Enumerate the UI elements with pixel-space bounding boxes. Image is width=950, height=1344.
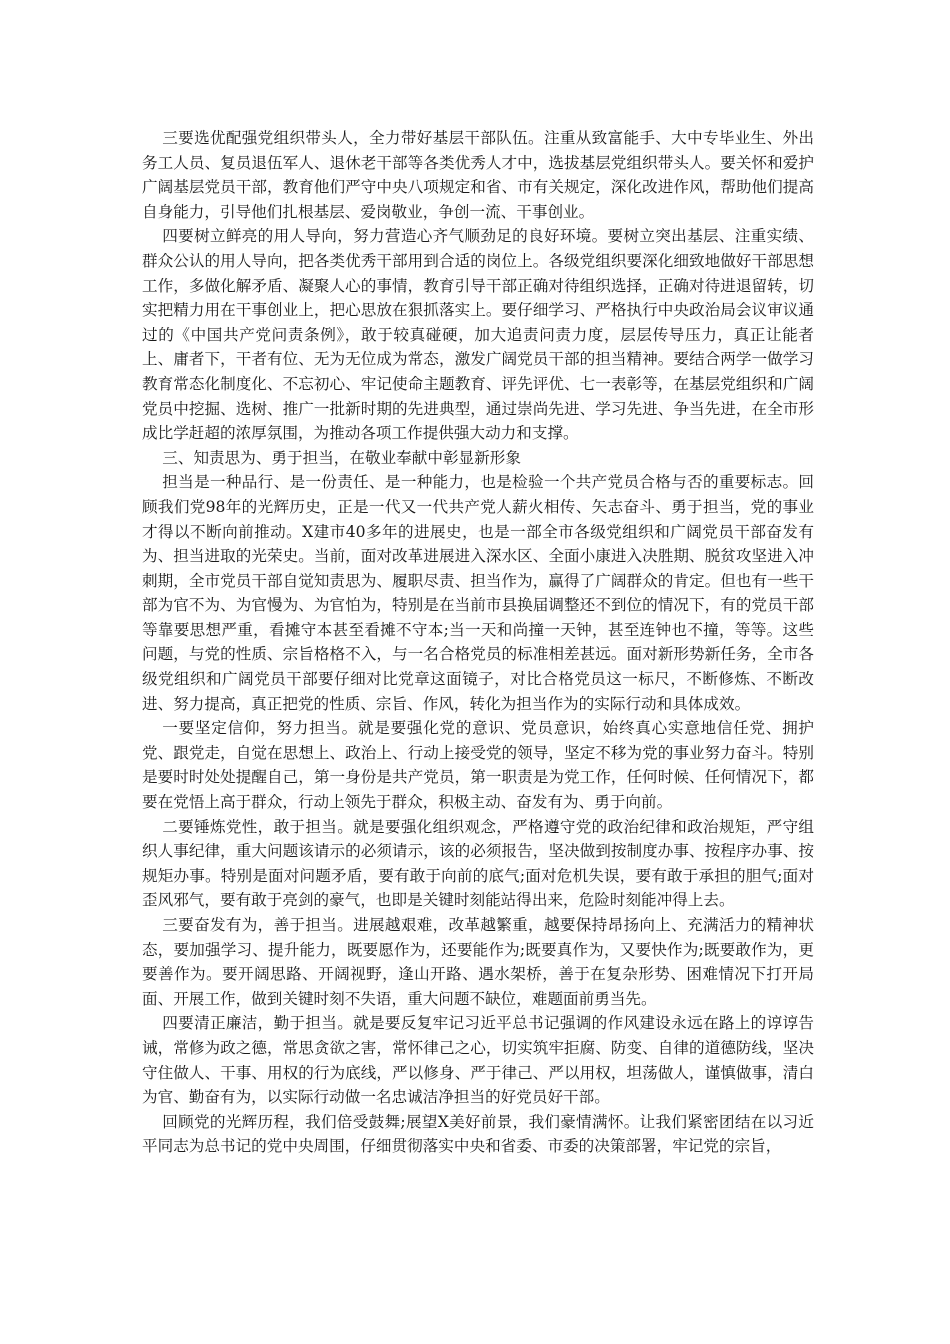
section-heading: 三、知责思为、勇于担当，在敬业奉献中彰显新形象 <box>162 448 521 467</box>
paragraph-integrity: 四要清正廉洁，勤于担当。就是要反复牢记习近平总书记强调的作风建设永远在路上的谆谆告诫，常修为政之德，常思贪欲之害，常怀律己之心，切实筑牢拒腐、防变、自律的道德防线，坚决守住做人、干事、用权的行为底线，严以修身、严于律己、严以用权，坦荡做人，谨慎做事，清白为官、勤奋有为，以实际行动做一名忠诚洁净担当的好党员好干部。 <box>142 1014 814 1107</box>
paragraph-conclusion: 回顾党的光辉历程，我们倍受鼓舞;展望X美好前景，我们豪情满怀。让我们紧密团结在以习近平同志为总书记的党中央周围，仔细贯彻落实中央和省委、市委的决策部署，牢记党的宗旨， <box>142 1112 814 1156</box>
document-body <box>142 126 814 1159</box>
paragraph-cadre-team: 三要选优配强党组织带头人，全力带好基层干部队伍。注重从致富能手、大中专毕业生、外出务工人员、复员退伍军人、退休老干部等各类优秀人才中，选拔基层党组织带头人。要关怀和爱护广阔基层党员干部，教育他们严守中央八项规定和省、市有关规定，深化改进作风，帮助他们提高自身能力，引导他们扎根基层、爱岗敬业，争创一流、干事创业。 <box>142 129 814 221</box>
paragraph-firm-belief: 一要坚定信仰，努力担当。就是要强化党的意识、党员意识，始终真心实意地信任党、拥护党、跟党走，自觉在思想上、政治上、行动上接受党的领导，坚定不移为党的事业努力奋斗。特别是要时时处处提醒自己，第一身份是共产党员，第一职责是为党工作，任何时候、任何情况下，都要在党悟上高于群众，行动上领先于群众，积极主动、奋发有为、勇于向前。 <box>142 719 814 812</box>
paragraph-talent-orientation: 四要树立鲜亮的用人导向，努力营造心齐气顺劲足的良好环境。要树立突出基层、注重实绩、群众公认的用人导向，把各类优秀干部用到合适的岗位上。各级党组织要深化细致地做好干部思想工作，多做化解矛盾、凝聚人心的事情，教育引导干部正确对待组织选择，正确对待进退留转，切实把精力用在干事创业上，把心思放在狠抓落实上。要仔细学习、严格执行中央政治局会议审议通过的《中国共产党问责条例》，敢于较真碰硬，加大追责问责力度，层层传导压力，真正让能者上、庸者下，干者有位、无为无位成为常态，激发广阔党员干部的担当精神。要结合两学一做学习教育常态化制度化、不忘初心、牢记使命主题教育、评先评优、七一表彰等，在基层党组织和广阔党员中挖掘、选树、推广一批新时期的先进典型，通过崇尚先进、学习先进、争当先进，在全市形成比学赶超的浓厚氛围，为推动各项工作提供强大动力和支撑。 <box>142 227 814 443</box>
paragraph-striving: 三要奋发有为，善于担当。进展越艰难，改革越繁重，越要保持昂扬向上、充满活力的精神状态，要加强学习、提升能力，既要愿作为，还要能作为;既要真作为，又要快作为;既要敢作为，更要善作为。要开阔思路、开阔视野，逢山开路、遇水架桥，善于在复杂形势、困难情况下打开局面、开展工作，做到关键时刻不失语，重大问题不缺位，难题面前勇当先。 <box>142 916 814 1008</box>
paragraph-party-spirit: 二要锤炼党性，敢于担当。就是要强化组织观念，严格遵守党的政治纪律和政治规矩，严守组织人事纪律，重大问题该请示的必须请示，该的必须报告，坚决做到按制度办事、按程序办事、按规矩办事。特别是面对问题矛盾，要有敢于向前的底气;面对危机失误，要有敢于承担的胆气;面对歪风邪气，要有敢于亮剑的豪气，也即是关键时刻能站得出来，危险时刻能冲得上去。 <box>142 817 814 910</box>
paragraph-responsibility: 担当是一种品行、是一份责任、是一种能力，也是检验一个共产党员合格与否的重要标志。回顾我们党98年的光辉历史，正是一代又一代共产党人薪火相传、矢志奋斗、勇于担当，党的事业才得以不断向前推动。X建市40多年的进展史，也是一部全市各级党组织和广阔党员干部奋发有为、担当进取的光荣史。当前，面对改革进展进入深水区、全面小康进入决胜期、脱贫攻坚进入冲刺期，全市党员干部自觉知责思为、履职尽责、担当作为，赢得了广阔群众的肯定。但也有一些干部为官不为、为官慢为、为官怕为，特别是在当前市县换届调整还不到位的情况下，有的党员干部等靠要思想严重，看摊守本甚至看摊不守本;当一天和尚撞一天钟，甚至连钟也不撞，等等。这些问题，与党的性质、宗旨格格不入，与一名合格党员的标准相差甚远。面对新形势新任务，全市各级党组织和广阔党员干部要仔细对比党章这面镜子，对比合格党员这一标尺，不断修炼、不断改进、努力提高，真正把党的性质、宗旨、作风，转化为担当作为的实际行动和具体成效。 <box>142 473 814 713</box>
